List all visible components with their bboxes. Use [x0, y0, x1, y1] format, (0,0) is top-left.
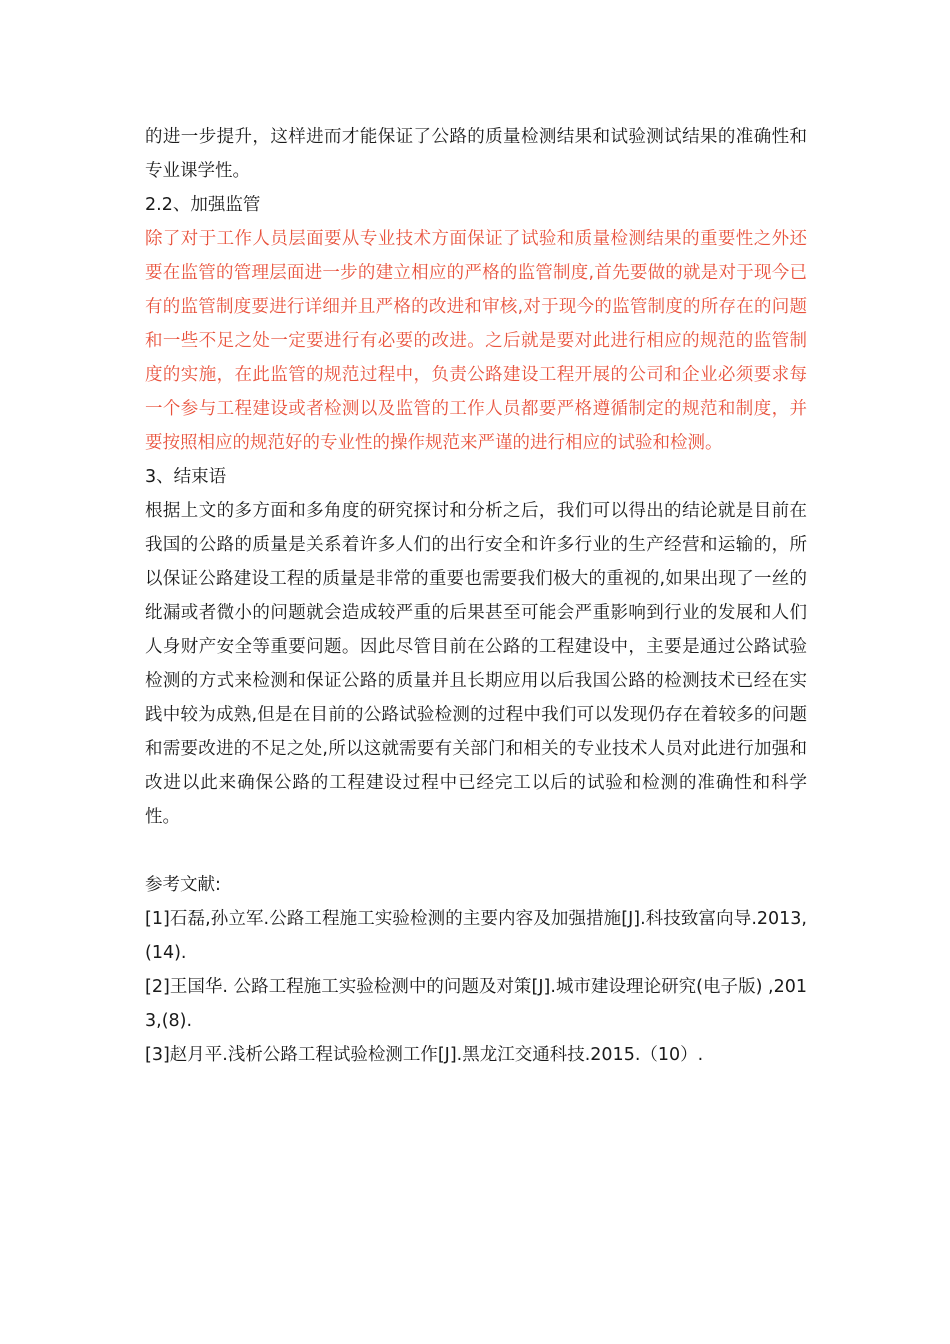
reference-item-1: [1]石磊,孙立军.公路工程施工实验检测的主要内容及加强措施[J].科技致富向导.2013,(14).	[145, 909, 807, 963]
references-title: 参考文献:	[145, 875, 221, 895]
section-heading-2-2: 2.2、加强监管	[145, 195, 261, 215]
conclusion-paragraph: 根据上文的多方面和多角度的研究探讨和分析之后，我们可以得出的结论就是目前在我国的公路的质量是关系着许多人们的出行安全和许多行业的生产经营和运输的，所以保证公路建设工程的质量是非常的重要也需要我们极大的重视的,如果出现了一丝的纰漏或者微小的问题就会造成较严重的后果甚至可能会严重影响到行业的发展和人们人身财产安全等重要问题。因此尽管目前在公路的工程建设中，主要是通过公路试验检测的方式来检测和保证公路的质量并且长期应用以后我国公路的检测技术已经在实践中较为成熟,但是在目前的公路试验检测的过程中我们可以发现仍存在着较多的问题和需要改进的不足之处,所以这就需要有关部门和相关的专业技术人员对此进行加强和改进以此来确保公路的工程建设过程中已经完工以后的试验和检测的准确性和科学性。	[145, 501, 807, 827]
reference-item-3: [3]赵月平.浅析公路工程试验检测工作[J].黑龙江交通科技.2015.（10）.	[145, 1045, 704, 1065]
section-heading-3: 3、结束语	[145, 467, 227, 487]
document-page	[145, 120, 807, 1072]
spacer	[145, 834, 807, 868]
intro-paragraph: 的进一步提升，这样进而才能保证了公路的质量检测结果和试验测试结果的准确性和专业课学性。	[145, 127, 807, 181]
supervision-paragraph: 除了对于工作人员层面要从专业技术方面保证了试验和质量检测结果的重要性之外还要在监管的管理层面进一步的建立相应的严格的监管制度,首先要做的就是对于现今已有的监管制度要进行详细并且严格的改进和审核,对于现今的监管制度的所存在的问题和一些不足之处一定要进行有必要的改进。之后就是要对此进行相应的规范的监管制度的实施，在此监管的规范过程中，负责公路建设工程开展的公司和企业必须要求每一个参与工程建设或者检测以及监管的工作人员都要严格遵循制定的规范和制度，并要按照相应的规范好的专业性的操作规范来严谨的进行相应的试验和检测。	[145, 229, 807, 453]
reference-item-2: [2]王国华. 公路工程施工实验检测中的问题及对策[J].城市建设理论研究(电子版) ,2013,(8).	[145, 977, 807, 1031]
